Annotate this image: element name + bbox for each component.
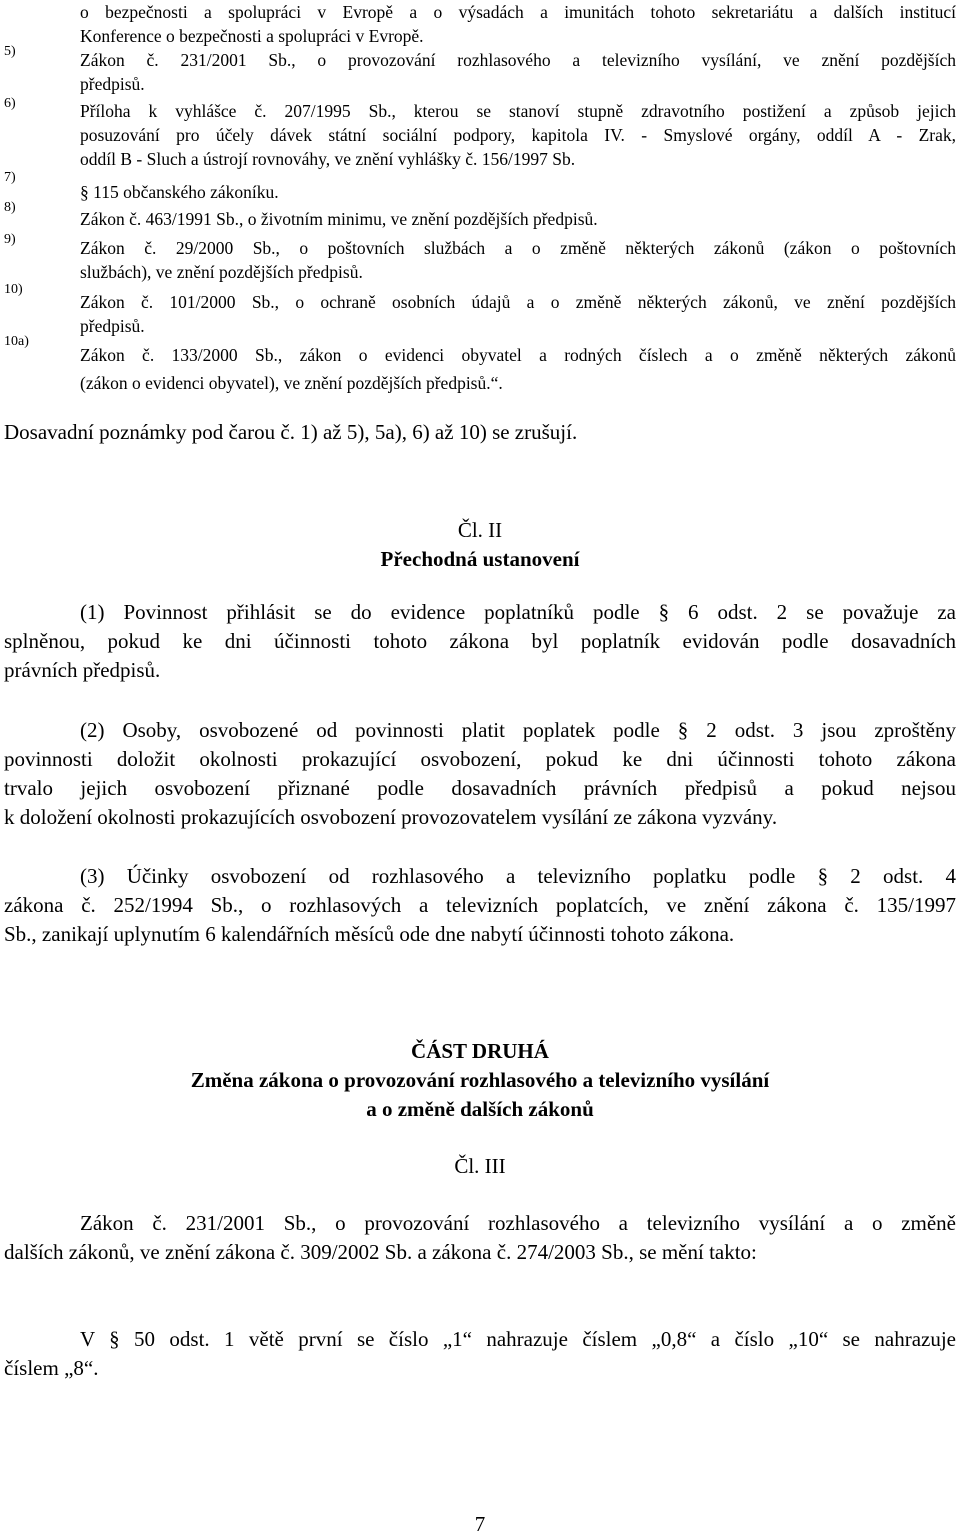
article-title: Přechodná ustanovení [380, 547, 580, 571]
text-line: trvalo jejich osvobození přiznané podle dosavadních právních předpisů a pokud nejsou [4, 776, 956, 800]
footnote-10a [80, 343, 956, 395]
text-line: službách), ve znění pozdějších předpisů. [80, 262, 363, 282]
text-line: číslem „8“. [4, 1356, 99, 1380]
text-line: (1) Povinnost přihlásit se do evidence poplatníků podle § 6 odst. 2 se považuje za [80, 600, 956, 624]
text-line: Zákon č. 29/2000 Sb., o poštovních službách a o změně některých zákonů (zákon o poštovních [80, 238, 956, 258]
text-line: Zákon č. 101/2000 Sb., o ochraně osobních údajů a o změně některých zákonů, ve znění pozdějších [80, 292, 956, 312]
part-title-line-1: Změna zákona o provozování rozhlasového a televizního vysílání [190, 1068, 770, 1092]
footnote-marker-10: 10) [4, 282, 23, 297]
text-line: Zákon č. 463/1991 Sb., o životním minimu, ve znění pozdějších předpisů. [80, 209, 598, 229]
repeal-note [4, 418, 956, 447]
footnote-7 [80, 180, 956, 204]
footnote-6 [80, 99, 956, 171]
page-number: 7 [474, 1512, 486, 1536]
text-line: Sb., zanikají uplynutím 6 kalendářních měsíců ode dne nabytí účinnosti tohoto zákona. [4, 922, 735, 946]
footnote-marker-8: 8) [4, 200, 16, 215]
text-line: splněnou, pokud ke dni účinnosti tohoto zákona byl poplatník evidován podle dosavadních [4, 629, 956, 653]
text-line: k doložení okolnosti prokazujících osvobození provozovatelem vysílání ze zákona vyzvány. [4, 805, 778, 829]
text-line: povinnosti doložit okolnosti prokazující osvobození, pokud ke dni účinnosti tohoto zákona [4, 747, 956, 771]
text-line: zákona č. 252/1994 Sb., o rozhlasových a televizních poplatcích, ve znění zákona č. 135/1997 [4, 893, 956, 917]
text-line: Zákon č. 133/2000 Sb., zákon o evidenci obyvatel a rodných číslech a o změně některých zákonů [80, 345, 956, 365]
text-line: dalších zákonů, ve znění zákona č. 309/2002 Sb. a zákona č. 274/2003 Sb., se mění takto: [4, 1240, 757, 1264]
text-line: Dosavadní poznámky pod čarou č. 1) až 5), 5a), 6) až 10) se zrušují. [4, 420, 578, 444]
article3-paragraph-1 [4, 1209, 956, 1267]
footnote-8 [80, 207, 956, 231]
article-number-3: Čl. III [454, 1154, 506, 1178]
part-title-line-2: a o změně dalších zákonů [366, 1097, 594, 1121]
text-line: (zákon o evidenci obyvatel), ve znění pozdějších předpisů.“. [80, 373, 503, 393]
footnote-marker-5: 5) [4, 44, 16, 59]
footnote-marker-10a: 10a) [4, 334, 29, 349]
text-line: právních předpisů. [4, 658, 161, 682]
text-line: předpisů. [80, 316, 145, 336]
footnote-5 [80, 48, 956, 96]
text-line: (3) Účinky osvobození od rozhlasového a televizního poplatku podle § 2 odst. 4 [80, 864, 956, 888]
text-line: Konference o bezpečnosti a spolupráci v Evropě. [80, 26, 424, 46]
paragraph-1 [4, 598, 956, 685]
text-line: (2) Osoby, osvobozené od povinnosti platit poplatek podle § 2 odst. 3 jsou zproštěny [80, 718, 956, 742]
part-heading: ČÁST DRUHÁ [411, 1039, 549, 1063]
text-line: Zákon č. 231/2001 Sb., o provozování rozhlasového a televizního vysílání a o změně [80, 1211, 956, 1235]
paragraph-2 [4, 716, 956, 832]
article-number: Čl. II [457, 518, 503, 542]
footnote-marker-9: 9) [4, 232, 16, 247]
text-line: Příloha k vyhlášce č. 207/1995 Sb., kterou se stanoví stupně zdravotního postižení a způsob jejich [80, 101, 956, 121]
text-line: posuzování pro účely dávek státní sociální podpory, kapitola IV. - Smyslové orgány, oddíl A - Zrak, [80, 125, 956, 145]
text-line: § 115 občanského zákoníku. [80, 182, 279, 202]
text-line: V § 50 odst. 1 větě první se číslo „1“ nahrazuje číslem „0,8“ a číslo „10“ se nahrazuje [80, 1327, 956, 1351]
footnote-marker-6: 6) [4, 96, 16, 111]
text-line: předpisů. [80, 74, 145, 94]
article3-paragraph-2 [4, 1325, 956, 1383]
footnote-continuation [80, 0, 956, 48]
footnote-9 [80, 236, 956, 284]
footnote-marker-7: 7) [4, 170, 16, 185]
paragraph-3 [4, 862, 956, 949]
text-line: oddíl B - Sluch a ústrojí rovnováhy, ve znění vyhlášky č. 156/1997 Sb. [80, 149, 576, 169]
footnote-10 [80, 290, 956, 338]
text-line: o bezpečnosti a spolupráci v Evropě a o výsadách a imunitách tohoto sekretariátu a dalších institucí [80, 2, 956, 22]
text-line: Zákon č. 231/2001 Sb., o provozování rozhlasového a televizního vysílání, ve znění pozdějších [80, 50, 956, 70]
